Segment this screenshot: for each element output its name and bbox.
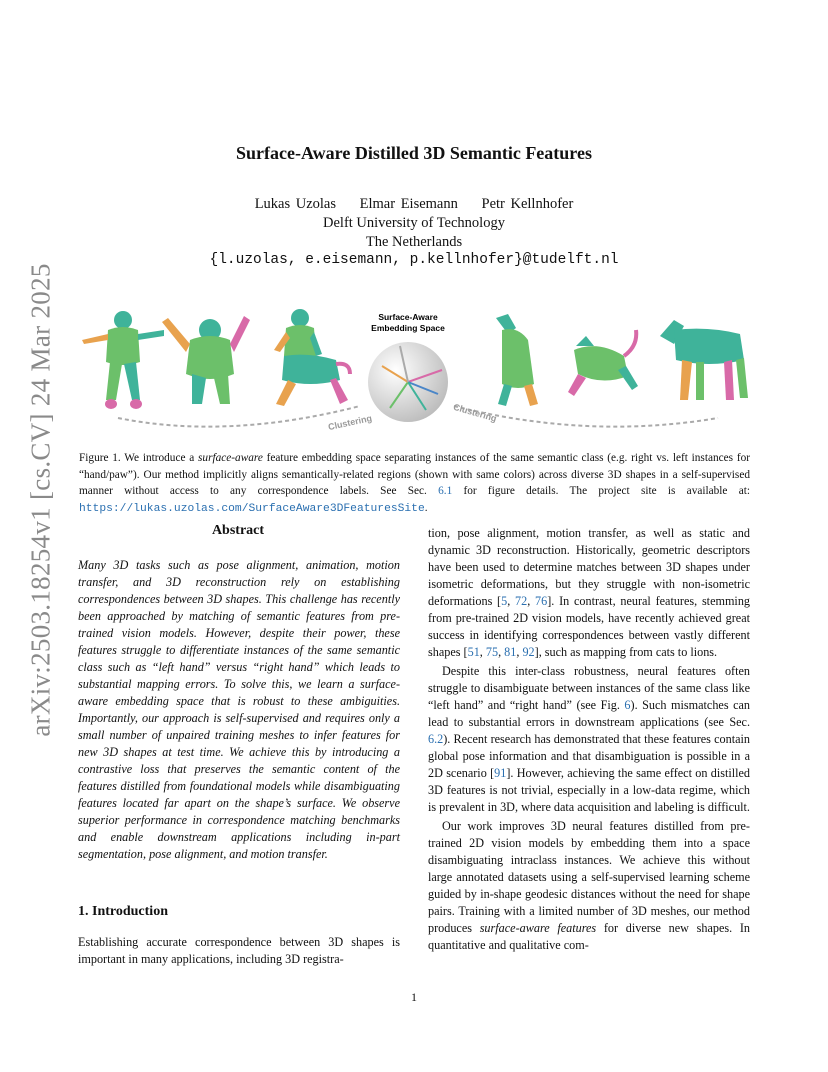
right-column — [428, 525, 750, 954]
introduction-text: Establishing accurate correspondence between 3D shapes is important in many applications, including 3D registra- — [78, 935, 400, 966]
author-name: Petr Kellnhofer — [481, 196, 574, 212]
horse-shape — [660, 320, 748, 400]
teaser-figure — [78, 300, 750, 440]
centaur-shape — [274, 309, 350, 406]
arxiv-watermark — [21, 240, 61, 760]
country: The Netherlands — [365, 234, 463, 250]
cat-shape — [568, 330, 638, 396]
citation-link[interactable]: 91 — [494, 766, 507, 780]
page-number: 1 — [411, 990, 417, 1004]
clustering-arrow-left — [118, 406, 360, 427]
human-shape-1 — [82, 311, 164, 409]
citation-link[interactable]: 75 — [485, 645, 499, 659]
clustering-label-right: Clustering — [452, 401, 498, 424]
caption-text: feature embedding space separating instances of the same semantic class (e.g. right vs. left instances for “hand/paw”). Our method implicitly aligns semantically-related regions (shown with same colors) across diverse 3D shapes in a self-supervised manner without access to any correspondence labels. See Sec. — [79, 452, 750, 497]
paper-title: Surface-Aware Distilled 3D Semantic Features — [236, 143, 592, 163]
clustering-label-left: Clustering — [327, 413, 373, 433]
citation-link[interactable]: 51 — [467, 645, 480, 659]
figure-caption — [79, 450, 750, 517]
author-name: Lukas Uzolas — [254, 196, 337, 212]
paragraph: tion, pose alignment, motion transfer, as well as static and dynamic 3D reconstruction. Historically, geometric descriptors have been used to determine matches between 3D shapes under isometric deformations, but they struggle with non-isometric deformations [5, 72, 76]. In contrast, neural features, stemming from pre-trained 2D vision models, have recently achieved great success in identifying correspondences between vastly different shapes [51, 75, 81, 92], such as mapping from cats to lions. — [428, 526, 751, 659]
author-list — [0, 196, 828, 213]
sphere-label-2: Embedding Space — [371, 323, 445, 333]
caption-text: Figure 1. We introduce a — [79, 452, 199, 464]
author-name: Elmar Eisemann — [359, 196, 458, 212]
affiliation: Delft University of Technology — [323, 215, 505, 231]
caption-text: . — [424, 501, 428, 514]
caption-emphasis: surface-aware — [198, 452, 263, 464]
citation-link[interactable]: 81 — [504, 645, 517, 659]
author-emails: {l.uzolas, e.eisemann, p.kellnhofer}@tudelft.nl — [209, 252, 619, 268]
section-link[interactable]: 6.1 — [438, 485, 453, 497]
introduction-heading: 1. Introduction — [78, 904, 168, 919]
citation-link[interactable]: 92 — [522, 645, 535, 659]
project-site-link[interactable]: https://lukas.uzolas.com/SurfaceAware3DFeaturesSite — [79, 502, 425, 515]
figure-link[interactable]: 6 — [624, 698, 631, 712]
abstract-text: Many 3D tasks such as pose alignment, animation, motion transfer, and 3D reconstruction rely on establishing correspondences between 3D shapes. This challenge has recently been approached by matching of semantic features from pre-trained vision models. However, despite their power, these features struggle to differentiate instances of the same semantic class such as “left hand” versus “right hand” which leads to substantial mapping errors. To solve this, we learn a surface-aware embedding space that is robust to these ambiguities. Importantly, our approach is self-supervised and requires only a small number of unpaired training meshes to infer features for new 3D shapes at test time. We achieve this by introducing a contrastive loss that preserves the semantic content of the features distilled from foundational models while disambiguating features located far apart on the shape’s surface. We observe superior performance in correspondence matching benchmarks and enable downstream applications including in-part segmentation, pose alignment, and motion transfer. — [78, 558, 400, 861]
paragraph: Our work improves 3D neural features distilled from pre-trained 2D vision models by embedding them into a space disambiguating intraclass instances. We achieve this without large annotated datasets using a self-supervised learning scheme guided by in-shape geodesic distances without the need for shape pairs. Training with a limited number of 3D meshes, our method produces surface-aware features for diverse new shapes. In quantitative and qualitative com- — [428, 819, 751, 952]
arxiv-id: arXiv:2503.18254v1 [cs.CV] 24 Mar 2025 — [25, 263, 56, 737]
citation-link[interactable]: 76 — [535, 594, 548, 608]
paragraph: Despite this inter-class robustness, neural features often struggle to disambiguate between instances of the same class like “left hand” and “right hand” (see Fig. 6). Such mismatches can lead to substantial errors in downstream applications (see Sec. 6.2). Recent research has demonstrated that these features contain global pose information and that disambiguation is possible in a 2D scenario [91]. However, achieving the same effect on distilled 3D features is not trivial, especially in a low-data regime, which is prevalent in 3D, where data acquisition and labeling is difficult. — [428, 664, 751, 814]
citation-link[interactable]: 5 — [501, 594, 508, 608]
caption-text: for figure details. The project site is available at: — [452, 485, 750, 497]
section-link[interactable]: 6.2 — [428, 732, 444, 746]
abstract-heading: Abstract — [211, 523, 265, 538]
human-shape-2 — [162, 316, 250, 404]
citation-link[interactable]: 72 — [515, 594, 528, 608]
dog-shape — [496, 314, 538, 406]
sphere-label-1: Surface-Aware — [378, 312, 438, 322]
